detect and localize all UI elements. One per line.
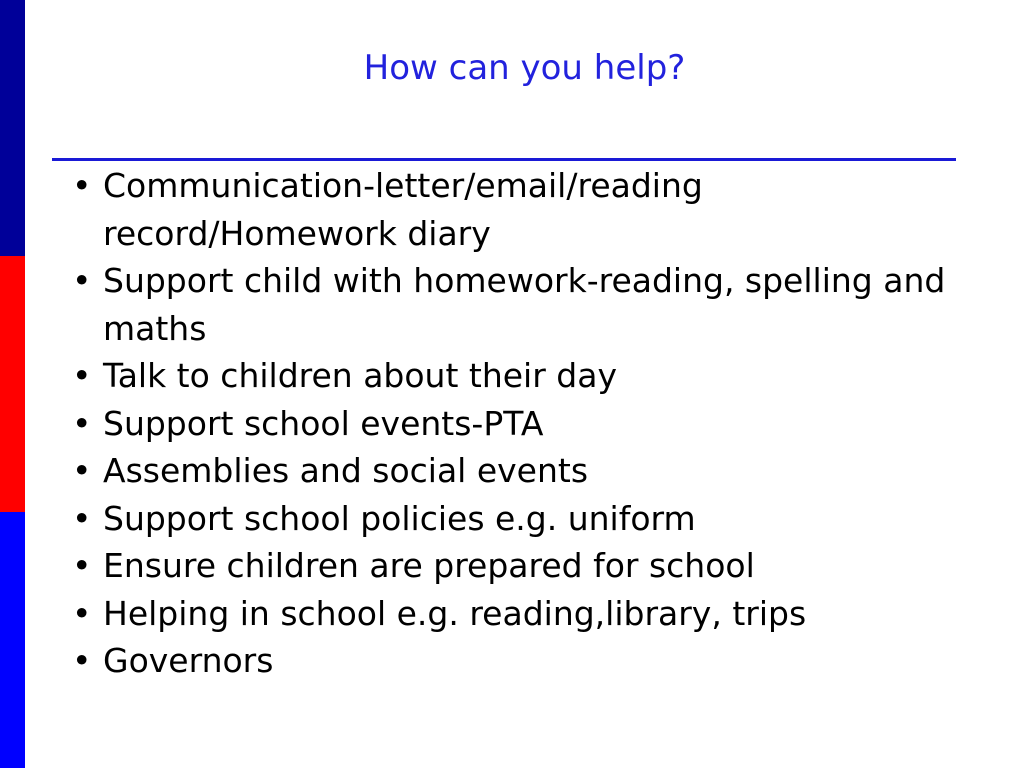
bullet-text: Governors [103, 641, 274, 680]
title-underline-divider [52, 158, 956, 161]
bullet-icon: • [72, 166, 92, 205]
bullet-text: Support school policies e.g. uniform [103, 498, 696, 538]
bullet-icon: • [72, 498, 92, 538]
bullet-item [72, 590, 972, 638]
bullet-text: Communication-letter/email/reading record/Homework diary [103, 166, 703, 253]
bullet-item [72, 542, 972, 590]
bullet-text: Support school events-PTA [103, 403, 544, 443]
bullet-item [72, 257, 972, 352]
bullet-text: Helping in school e.g. reading,library, trips [103, 593, 807, 633]
left-bar-red [0, 256, 25, 512]
bullet-item [72, 400, 972, 448]
bullet-item [72, 495, 972, 543]
bullet-icon: • [72, 593, 92, 633]
bullet-item [72, 352, 972, 400]
bullet-item [72, 162, 972, 257]
bullet-text: Ensure children are prepared for school [103, 546, 755, 585]
bullet-list [72, 162, 972, 685]
bullet-icon: • [72, 403, 92, 443]
slide-title: How can you help? [363, 48, 686, 88]
left-bar-navy [0, 0, 25, 256]
bullet-icon: • [72, 451, 92, 490]
bullet-icon: • [72, 261, 92, 300]
left-bar-blue [0, 512, 25, 768]
bullet-text: Talk to children about their day [103, 356, 617, 395]
bullet-icon: • [72, 356, 92, 395]
bullet-text: Assemblies and social events [103, 451, 589, 490]
bullet-item [72, 447, 972, 495]
bullet-text: Support child with homework-reading, spelling and maths [103, 261, 946, 348]
bullet-item [72, 637, 972, 685]
bullet-icon: • [72, 641, 92, 680]
bullet-icon: • [72, 546, 92, 585]
